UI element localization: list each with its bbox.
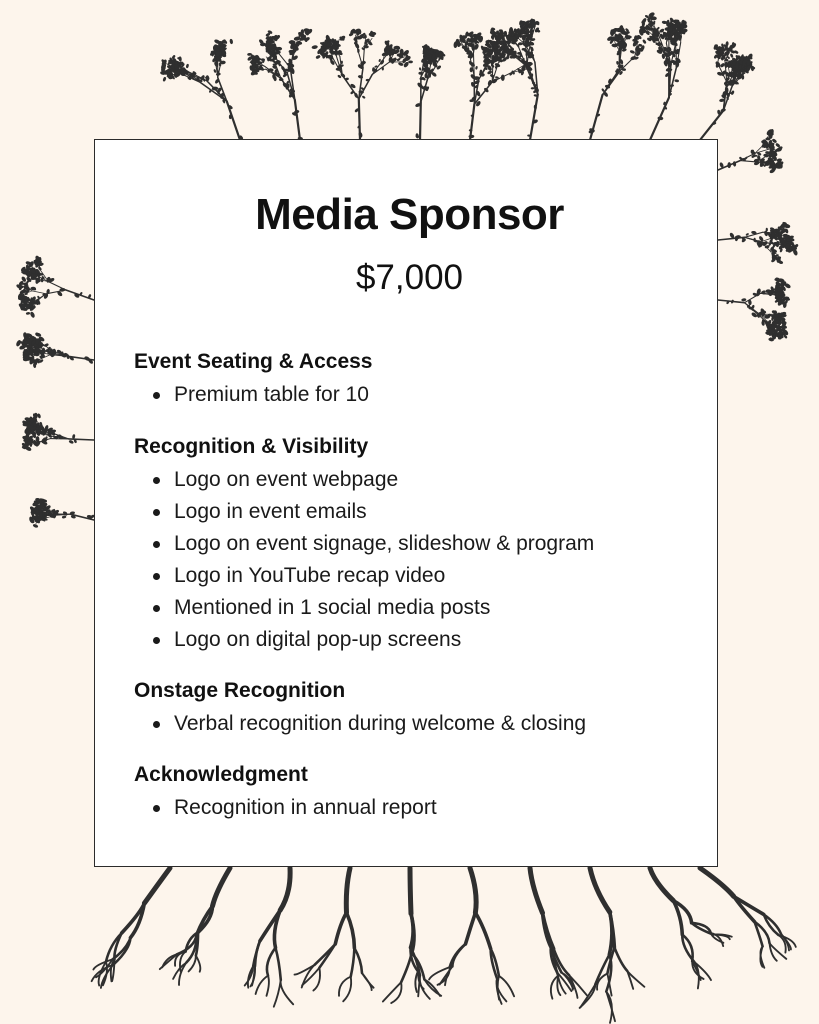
list-item: Premium table for 10	[134, 379, 373, 411]
benefit-list	[134, 464, 594, 656]
benefit-list	[134, 792, 437, 824]
section-acknowledgment	[134, 760, 437, 824]
benefit-list	[134, 708, 586, 740]
sponsor-price: $7,000	[355, 258, 464, 297]
list-item: Logo on digital pop-up screens	[134, 624, 594, 656]
section-heading: Event Seating & Access	[134, 350, 373, 373]
list-item: Logo in YouTube recap video	[134, 560, 594, 592]
page-title: Media Sponsor	[255, 190, 564, 239]
section-onstage	[134, 676, 586, 740]
list-item: Recognition in annual report	[134, 792, 437, 824]
tree-roots	[92, 868, 796, 1023]
section-seating	[134, 347, 373, 411]
list-item: Logo on event webpage	[134, 464, 594, 496]
section-recognition	[134, 432, 594, 656]
list-item: Logo in event emails	[134, 496, 594, 528]
section-heading: Recognition & Visibility	[134, 435, 369, 458]
list-item: Verbal recognition during welcome & closing	[134, 708, 586, 740]
list-item: Mentioned in 1 social media posts	[134, 592, 594, 624]
benefit-list	[134, 379, 373, 411]
list-item: Logo on event signage, slideshow & program	[134, 528, 594, 560]
section-heading: Acknowledgment	[134, 763, 308, 786]
section-heading: Onstage Recognition	[134, 679, 346, 702]
